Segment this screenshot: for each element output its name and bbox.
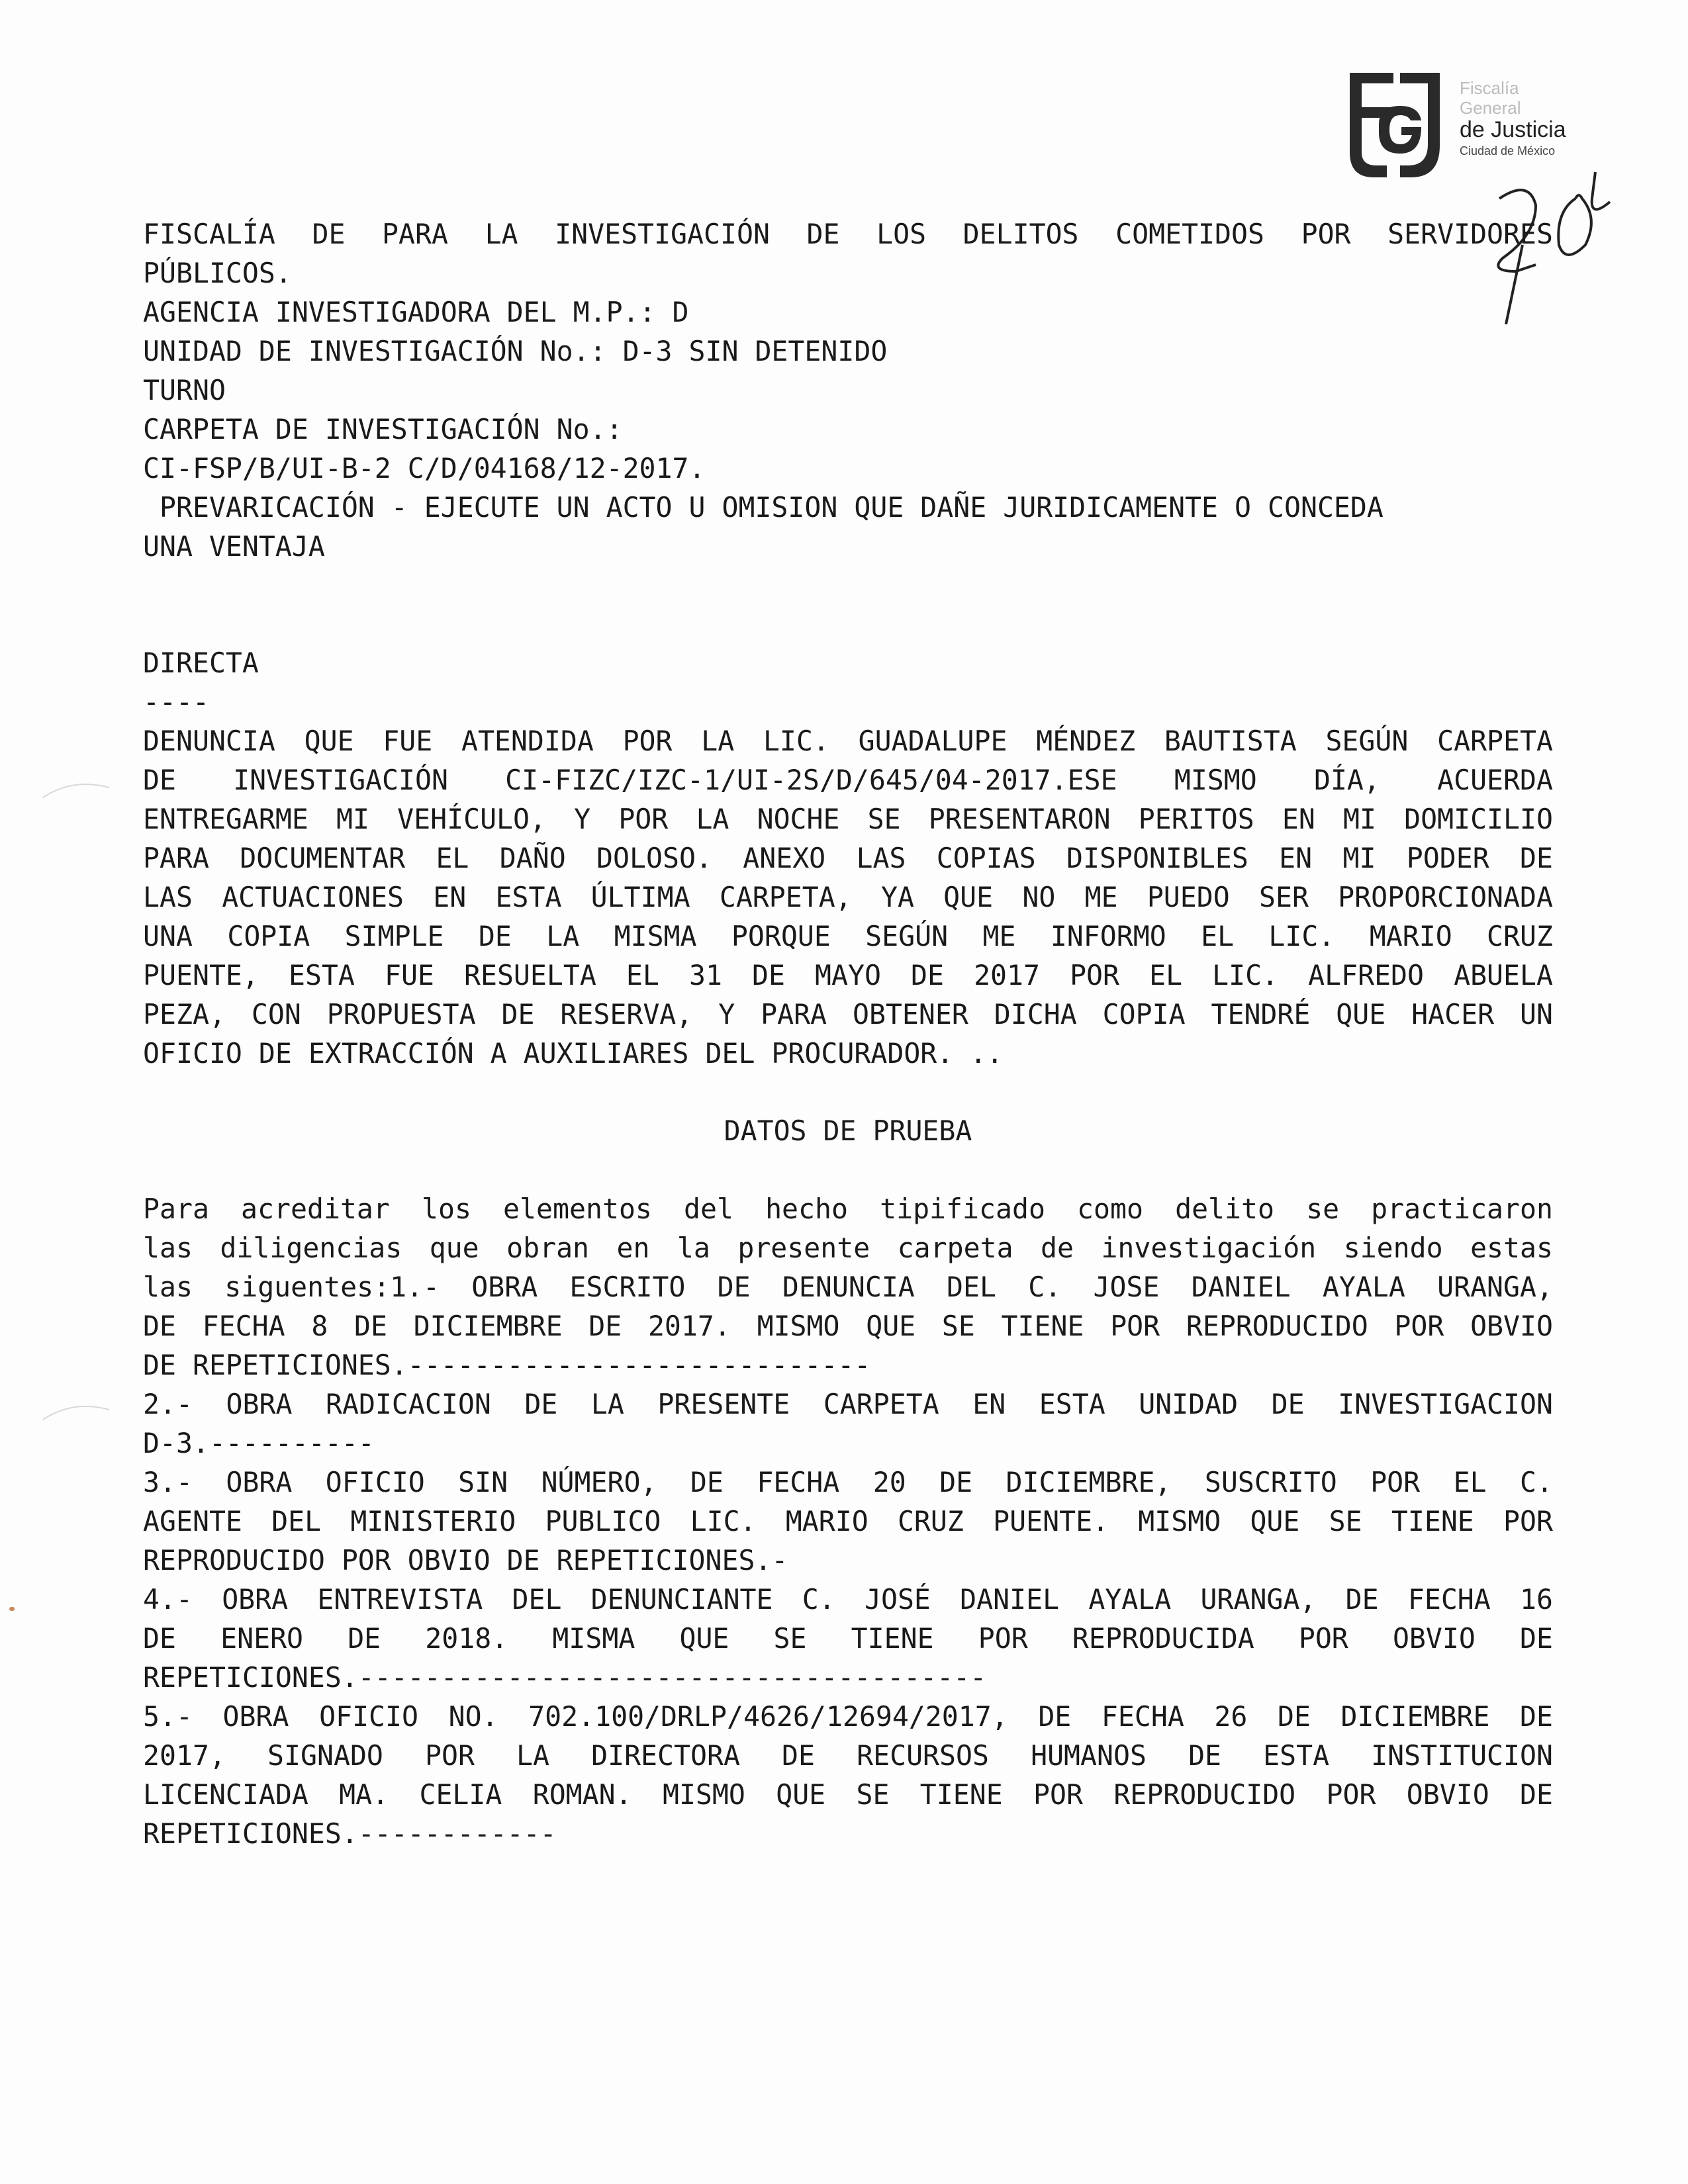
- scan-mark-icon: [40, 1396, 113, 1423]
- directa-line: DE INVESTIGACIÓN CI-FIZC/IZC-1/UI-2S/D/645/04-2017.ESE MISMO DÍA, ACUERDA: [143, 764, 1553, 796]
- datos-line: REPETICIONES.--------------------------------------: [143, 1661, 987, 1694]
- datos-line: AGENTE DEL MINISTERIO PUBLICO LIC. MARIO CRUZ PUENTE. MISMO QUE SE TIENE POR: [143, 1505, 1553, 1537]
- directa-line: PUENTE, ESTA FUE RESUELTA EL 31 DE MAYO DE 2017 POR EL LIC. ALFREDO ABUELA: [143, 959, 1553, 991]
- section-title-datos-de-prueba: DATOS DE PRUEBA: [724, 1115, 972, 1147]
- datos-line: LICENCIADA MA. CELIA ROMAN. MISMO QUE SE TIENE POR REPRODUCIDO POR OBVIO DE: [143, 1778, 1553, 1811]
- datos-line: las diligencias que obran en la presente carpeta de investigación siendo estas: [143, 1232, 1553, 1264]
- directa-dashes: ----: [143, 686, 209, 718]
- directa-line: UNA COPIA SIMPLE DE LA MISMA PORQUE SEGÚN ME INFORMO EL LIC. MARIO CRUZ: [143, 920, 1553, 952]
- datos-item-3: 3.- OBRA OFICIO SIN NÚMERO, DE FECHA 20 DE DICIEMBRE, SUSCRITO POR EL C.: [143, 1466, 1553, 1498]
- scan-speck: [9, 1607, 15, 1611]
- datos-item-2: 2.- OBRA RADICACION DE LA PRESENTE CARPETA EN ESTA UNIDAD DE INVESTIGACION: [143, 1388, 1553, 1420]
- datos-line: D-3.----------: [143, 1427, 375, 1459]
- logo-line-4: Ciudad de México: [1460, 144, 1556, 158]
- header-delito-line-2: UNA VENTAJA: [143, 530, 325, 563]
- directa-line: LAS ACTUACIONES EN ESTA ÚLTIMA CARPETA, YA QUE NO ME PUEDO SER PROPORCIONADA: [143, 881, 1553, 913]
- directa-line: PARA DOCUMENTAR EL DAÑO DOLOSO. ANEXO LAS COPIAS DISPONIBLES EN MI PODER DE: [143, 842, 1553, 874]
- datos-line: REPRODUCIDO POR OBVIO DE REPETICIONES.-: [143, 1544, 788, 1576]
- header-carpeta-label: CARPETA DE INVESTIGACIÓN No.:: [143, 413, 623, 445]
- logo-line-3: de Justicia: [1460, 117, 1566, 142]
- header-fiscalia-cont: PÚBLICOS.: [143, 257, 292, 289]
- datos-line: DE FECHA 8 DE DICIEMBRE DE 2017. MISMO QUE SE TIENE POR REPRODUCIDO POR OBVIO: [143, 1310, 1553, 1342]
- header-agencia: AGENCIA INVESTIGADORA DEL M.P.: D: [143, 296, 689, 328]
- header-carpeta-number: CI-FSP/B/UI-B-2 C/D/04168/12-2017.: [143, 452, 706, 484]
- directa-line: ENTREGARME MI VEHÍCULO, Y POR LA NOCHE SE PRESENTARON PERITOS EN MI DOMICILIO: [143, 803, 1553, 835]
- datos-line: Para acreditar los elementos del hecho tipificado como delito se practicaron: [143, 1193, 1553, 1225]
- datos-line: 2017, SIGNADO POR LA DIRECTORA DE RECURSOS HUMANOS DE ESTA INSTITUCION: [143, 1739, 1553, 1772]
- datos-line: las siguentes:1.- OBRA ESCRITO DE DENUNCIA DEL C. JOSE DANIEL AYALA URANGA,: [143, 1271, 1553, 1303]
- directa-line: PEZA, CON PROPUESTA DE RESERVA, Y PARA OBTENER DICHA COPIA TENDRÉ QUE HACER UN: [143, 998, 1553, 1030]
- section-title-directa: DIRECTA: [143, 647, 259, 679]
- header-fiscalia: FISCALÍA DE PARA LA INVESTIGACIÓN DE LOS DELITOS COMETIDOS POR SERVIDORES: [143, 218, 1553, 250]
- scan-mark-icon: [40, 774, 113, 801]
- datos-item-5: 5.- OBRA OFICIO NO. 702.100/DRLP/4626/12694/2017, DE FECHA 26 DE DICIEMBRE DE: [143, 1700, 1553, 1733]
- datos-item-4: 4.- OBRA ENTREVISTA DEL DENUNCIANTE C. JOSÉ DANIEL AYALA URANGA, DE FECHA 16: [143, 1583, 1553, 1615]
- header-delito-line-1: PREVARICACIÓN - EJECUTE UN ACTO U OMISION QUE DAÑE JURIDICAMENTE O CONCEDA: [143, 491, 1383, 523]
- directa-line: DENUNCIA QUE FUE ATENDIDA POR LA LIC. GUADALUPE MÉNDEZ BAUTISTA SEGÚN CARPETA: [143, 725, 1553, 757]
- datos-line: DE REPETICIONES.----------------------------: [143, 1349, 871, 1381]
- datos-line: REPETICIONES.------------: [143, 1817, 557, 1850]
- logo-line-2: General: [1460, 98, 1521, 118]
- datos-line: DE ENERO DE 2018. MISMA QUE SE TIENE POR REPRODUCIDA POR OBVIO DE: [143, 1622, 1553, 1655]
- logo-wordmark: [1460, 78, 1566, 160]
- logo-line-1: Fiscalía: [1460, 78, 1519, 98]
- handwritten-page-number-icon: [1436, 172, 1635, 344]
- directa-last-line: OFICIO DE EXTRACCIÓN A AUXILIARES DEL PROCURADOR. ..: [143, 1037, 1004, 1069]
- header-turno: TURNO: [143, 374, 226, 406]
- header-unidad: UNIDAD DE INVESTIGACIÓN No.: D-3 SIN DETENIDO: [143, 335, 888, 367]
